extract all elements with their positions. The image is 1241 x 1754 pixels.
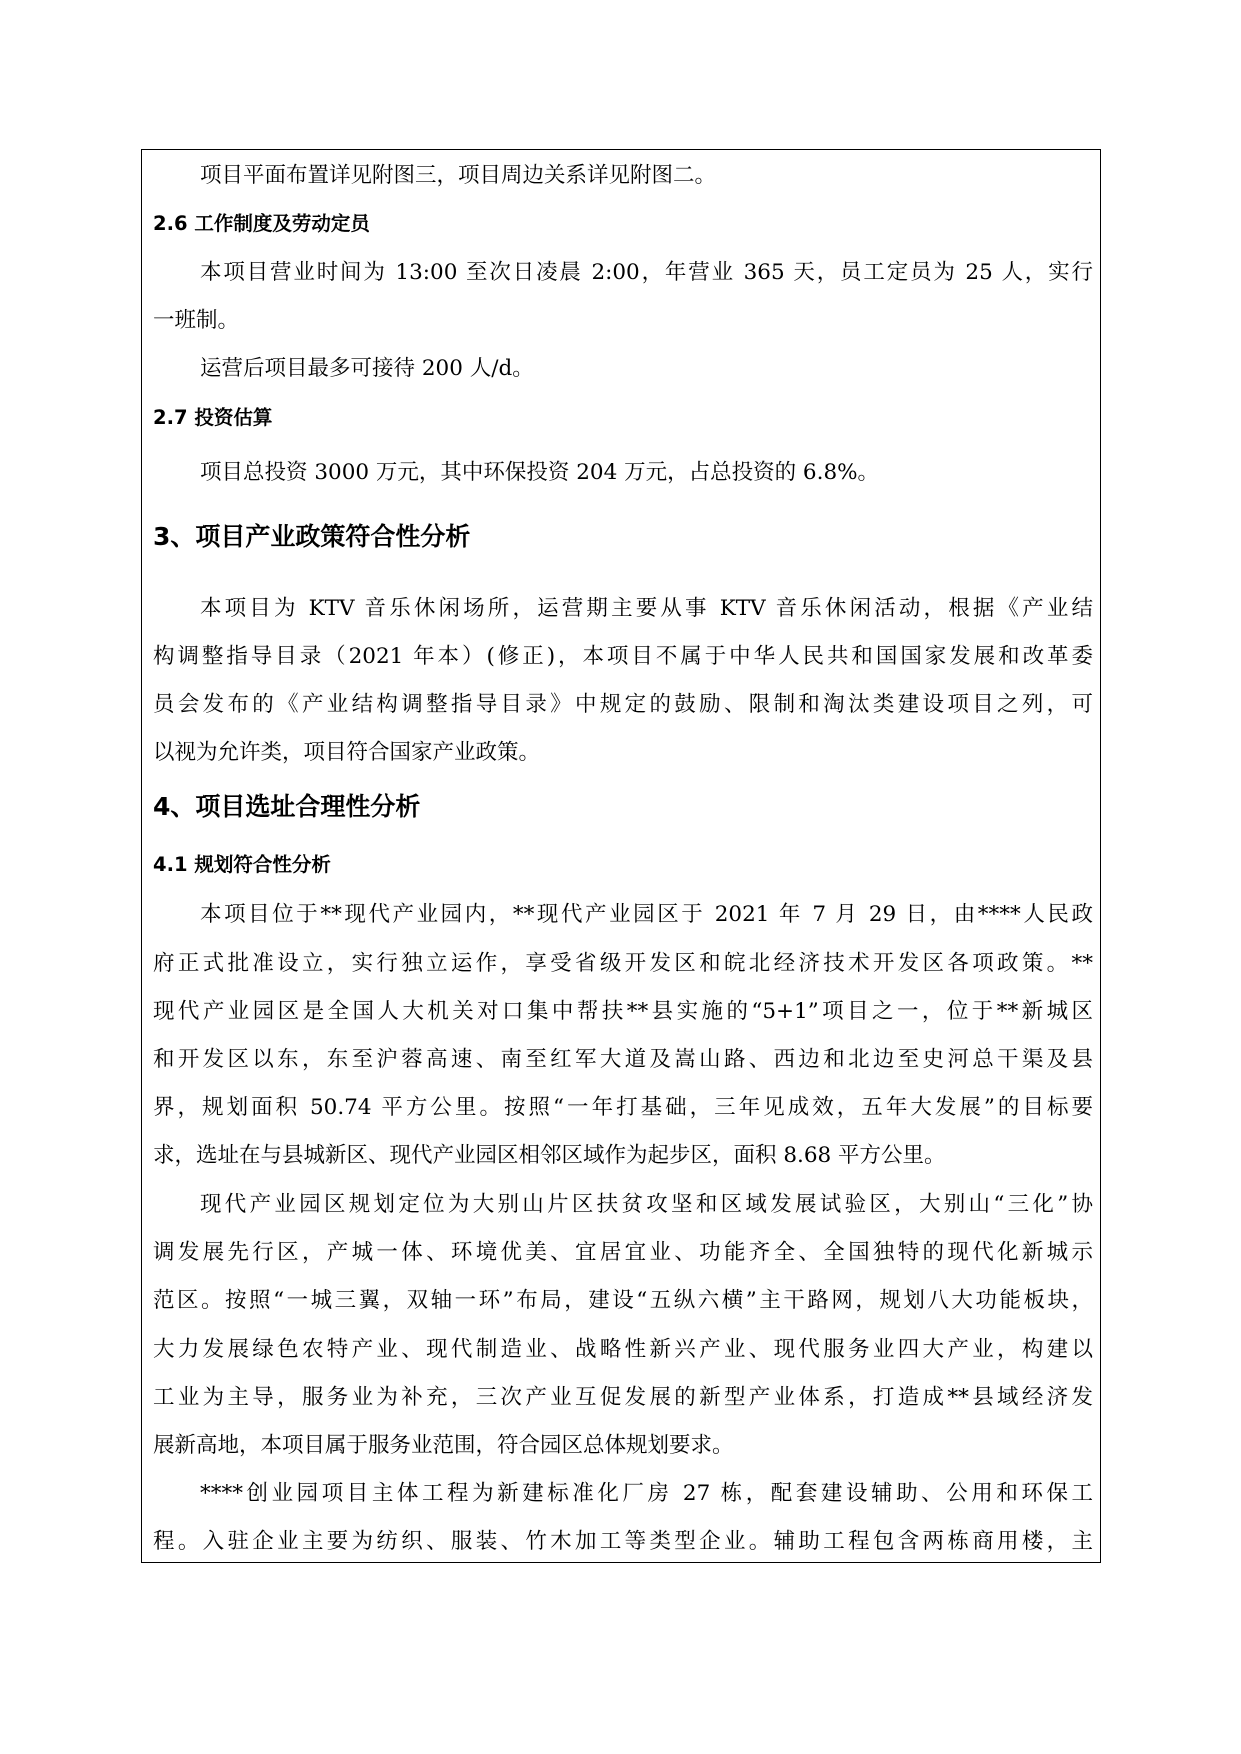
paragraph-line: 运营后项目最多可接待 200 人/d。	[200, 356, 534, 381]
paragraph-line: 府正式批准设立，实行独立运作，享受省级开发区和皖北经济技术开发区各项政策。**	[153, 951, 1093, 976]
paragraph-line: 本项目为 KTV 音乐休闲场所，运营期主要从事 KTV 音乐休闲活动，根据《产业结	[200, 596, 1093, 621]
paragraph-line: 项目总投资 3000 万元，其中环保投资 204 万元，占总投资的 6.8%。	[200, 460, 880, 485]
paragraph-line: 项目平面布置详见附图三，项目周边关系详见附图二。	[200, 163, 717, 188]
section-heading-4-1: 4.1 规划符合性分析	[153, 853, 331, 876]
paragraph-line: 范区。按照“一城三翼，双轴一环”布局，建设“五纵六横”主干路网，规划八大功能板块，	[153, 1288, 1093, 1313]
paragraph-line: 以视为允许类，项目符合国家产业政策。	[153, 740, 541, 765]
paragraph-line: 求，选址在与县城新区、现代产业园区相邻区域作为起步区，面积 8.68 平方公里。	[153, 1143, 946, 1168]
paragraph-line: 员会发布的《产业结构调整指导目录》中规定的鼓励、限制和淘汰类建设项目之列，可	[153, 692, 1093, 717]
paragraph-line: 程。入驻企业主要为纺织、服装、竹木加工等类型企业。辅助工程包含两栋商用楼，主	[153, 1529, 1093, 1554]
paragraph-line: 现代产业园区规划定位为大别山片区扶贫攻坚和区域发展试验区，大别山“三化”协	[200, 1192, 1093, 1217]
paragraph-line: 界，规划面积 50.74 平方公里。按照“一年打基础，三年见成效，五年大发展”的目标要	[153, 1095, 1093, 1120]
paragraph-line: ****创业园项目主体工程为新建标准化厂房 27 栋，配套建设辅助、公用和环保工	[200, 1481, 1093, 1506]
paragraph-line: 和开发区以东，东至沪蓉高速、南至红军大道及嵩山路、西边和北边至史河总干渠及县	[153, 1047, 1093, 1072]
paragraph-line: 本项目营业时间为 13:00 至次日凌晨 2:00，年营业 365 天，员工定员为 25 人，实行	[200, 260, 1093, 285]
paragraph-line: 一班制。	[153, 308, 240, 333]
section-heading-3: 3、项目产业政策符合性分析	[153, 522, 471, 551]
paragraph-line: 现代产业园区是全国人大机关对口集中帮扶**县实施的“5+1”项目之一，位于**新城区	[153, 999, 1093, 1024]
paragraph-line: 大力发展绿色农特产业、现代制造业、战略性新兴产业、现代服务业四大产业，构建以	[153, 1337, 1093, 1362]
paragraph-line: 展新高地，本项目属于服务业范围，符合园区总体规划要求。	[153, 1433, 734, 1458]
paragraph-line: 构调整指导目录（2021 年本）(修正)，本项目不属于中华人民共和国国家发展和改革委	[153, 644, 1093, 669]
paragraph-line: 工业为主导，服务业为补充，三次产业互促发展的新型产业体系，打造成**县域经济发	[153, 1385, 1093, 1410]
section-heading-4: 4、项目选址合理性分析	[153, 792, 421, 821]
section-heading-2-6: 2.6 工作制度及劳动定员	[153, 212, 370, 235]
paragraph-line: 调发展先行区，产城一体、环境优美、宜居宜业、功能齐全、全国独特的现代化新城示	[153, 1240, 1093, 1265]
paragraph-line: 本项目位于**现代产业园内，**现代产业园区于 2021 年 7 月 29 日，由****人民政	[200, 902, 1093, 927]
section-heading-2-7: 2.7 投资估算	[153, 406, 273, 429]
